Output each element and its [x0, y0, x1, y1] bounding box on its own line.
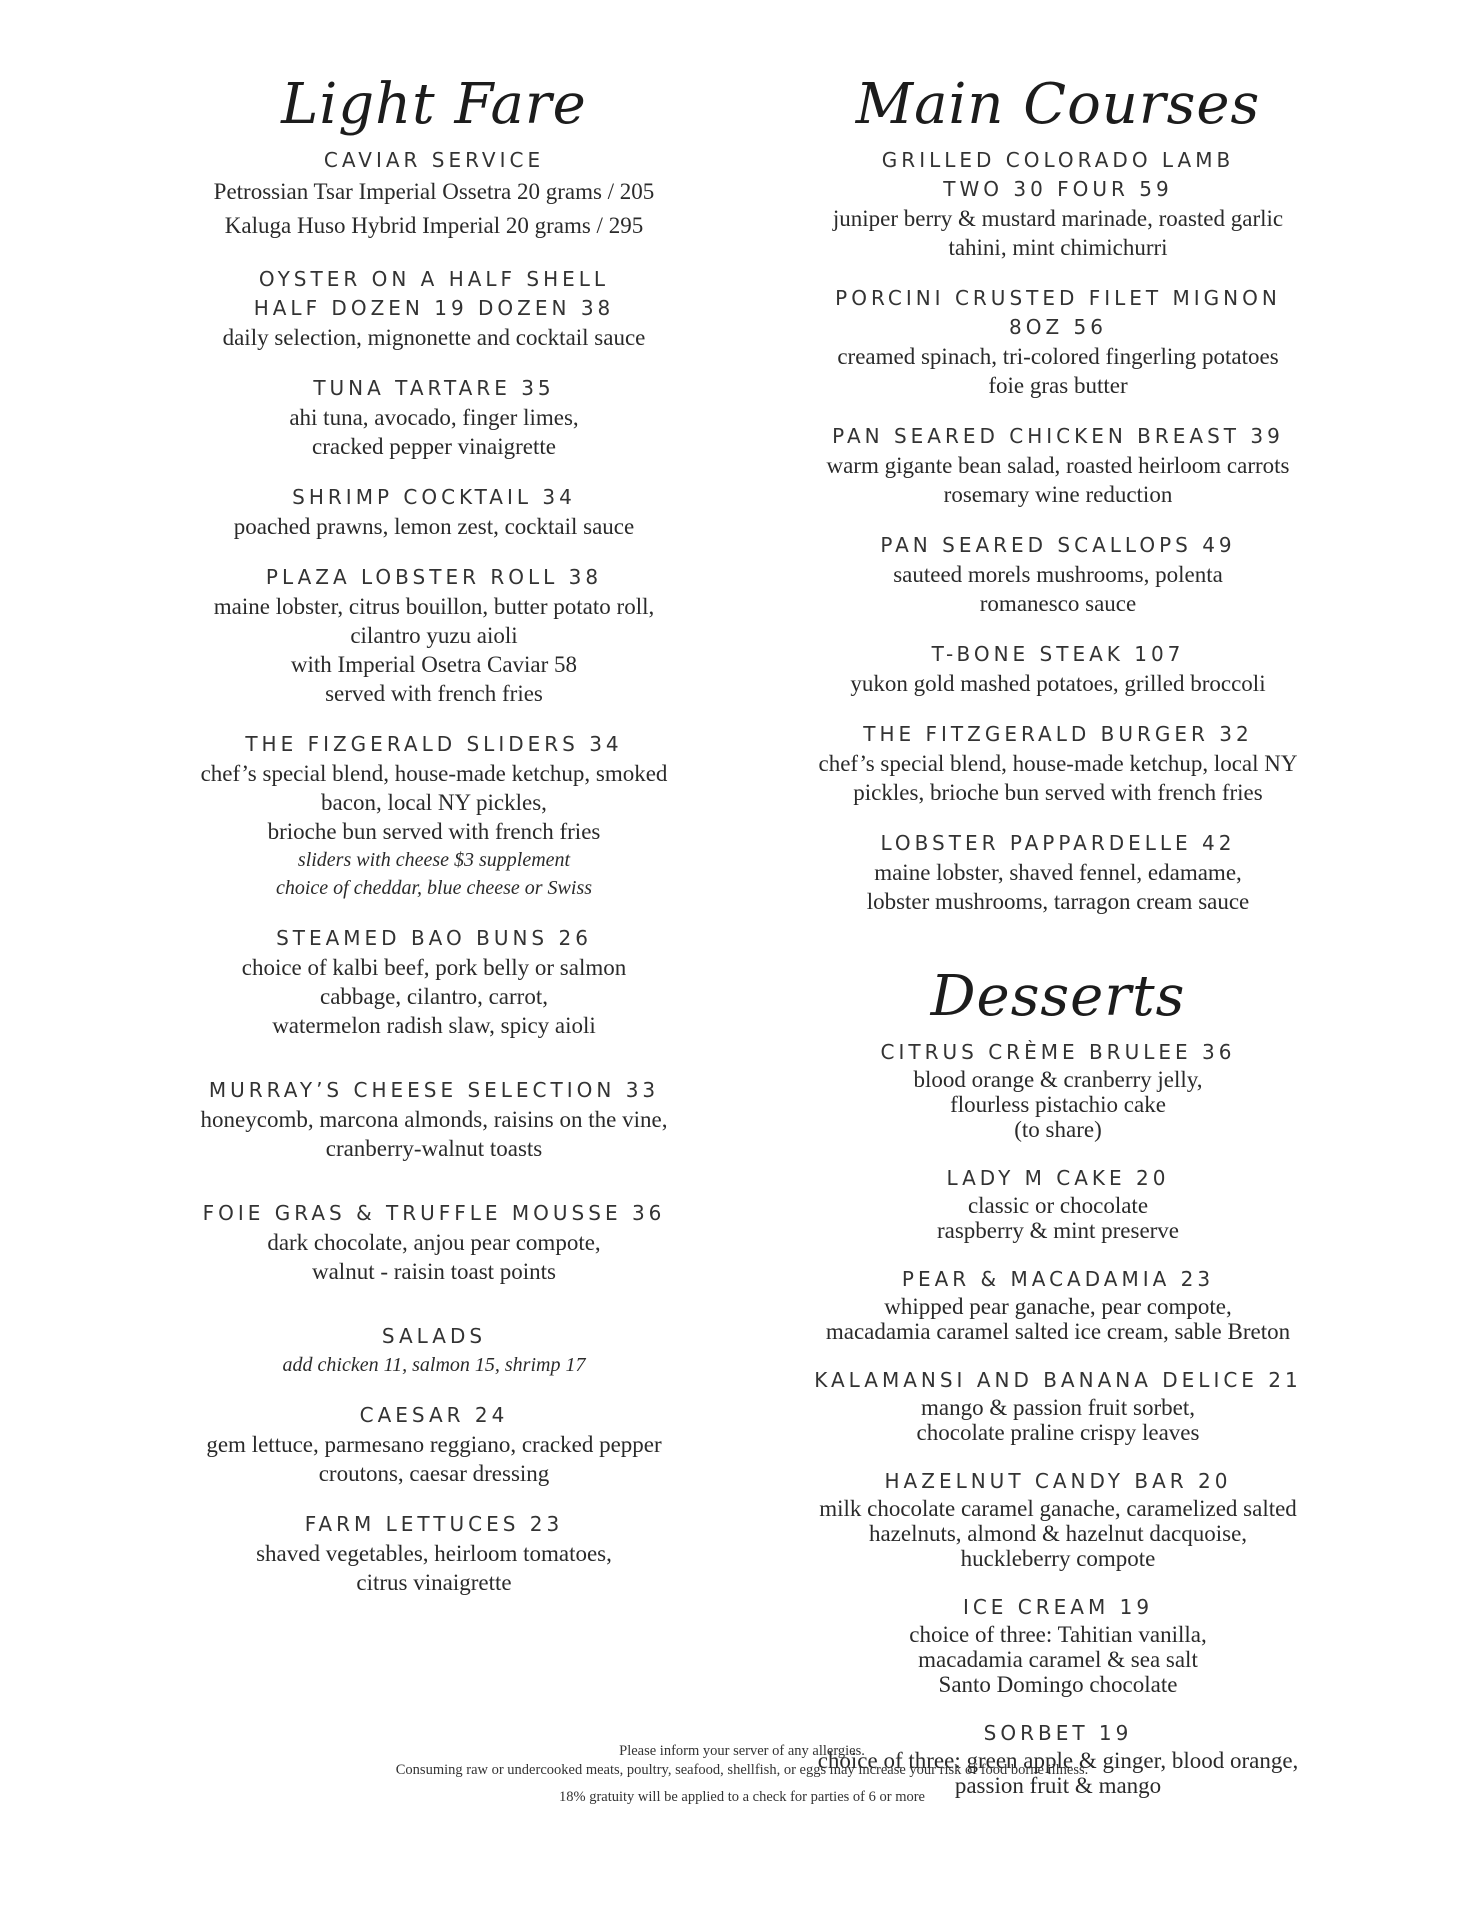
- menu-item: [778, 1366, 1338, 1445]
- item-name: PEAR & MACADAMIA 23: [901, 1267, 1215, 1291]
- item-desc: choice of three: Tahitian vanilla,: [909, 1622, 1207, 1647]
- menu-item: [778, 640, 1338, 698]
- item-desc: milk chocolate caramel ganache, caramelized salted: [819, 1496, 1297, 1521]
- item-desc: chocolate praline crispy leaves: [916, 1420, 1200, 1445]
- item-desc: maine lobster, shaved fennel, edamame,: [874, 860, 1242, 885]
- item-desc: dark chocolate, anjou pear compote,: [267, 1230, 601, 1255]
- item-desc: Petrossian Tsar Imperial Ossetra 20 grams / 205: [213, 179, 655, 204]
- item-desc: daily selection, mignonette and cocktail sauce: [222, 325, 646, 350]
- item-desc: served with french fries: [325, 681, 543, 706]
- item-desc: gem lettuce, parmesano reggiano, cracked pepper: [206, 1432, 662, 1457]
- menu-item: [148, 374, 720, 461]
- menu-item: [148, 1076, 720, 1163]
- item-desc: croutons, caesar dressing: [318, 1461, 550, 1486]
- item-desc: passion fruit & mango: [954, 1773, 1162, 1798]
- menu-item: [148, 563, 720, 708]
- item-desc: with Imperial Osetra Caviar 58: [290, 652, 578, 677]
- desserts-title: Desserts: [930, 964, 1186, 1029]
- item-desc: foie gras butter: [988, 373, 1128, 398]
- item-desc: pickles, brioche bun served with french fries: [853, 780, 1263, 805]
- item-desc: flourless pistachio cake: [950, 1092, 1166, 1117]
- item-desc: cracked pepper vinaigrette: [312, 434, 556, 459]
- item-price: HALF DOZEN 19 DOZEN 38: [253, 296, 615, 320]
- item-desc: brioche bun served with french fries: [267, 819, 601, 844]
- item-desc: hazelnuts, almond & hazelnut dacquoise,: [868, 1521, 1248, 1546]
- menu-item: [778, 829, 1338, 916]
- item-name: THE FIZGERALD SLIDERS 34: [245, 732, 623, 756]
- item-name: FOIE GRAS & TRUFFLE MOUSSE 36: [202, 1201, 666, 1225]
- allergy-note: Please inform your server of any allergies.: [619, 1743, 865, 1759]
- item-note: choice of cheddar, blue cheese or Swiss: [275, 877, 593, 899]
- menu-item: [778, 284, 1338, 400]
- item-name: PLAZA LOBSTER ROLL 38: [265, 565, 603, 589]
- item-name: PORCINI CRUSTED FILET MIGNON: [835, 286, 1281, 310]
- item-name: LOBSTER PAPPARDELLE 42: [880, 831, 1236, 855]
- item-name: GRILLED COLORADO LAMB: [881, 148, 1235, 172]
- item-name: STEAMED BAO BUNS 26: [276, 926, 592, 950]
- main-courses-title: Main Courses: [855, 72, 1261, 137]
- item-desc: rosemary wine reduction: [943, 482, 1173, 507]
- item-desc: cabbage, cilantro, carrot,: [320, 984, 548, 1009]
- light-fare-column: [148, 68, 720, 1619]
- item-desc: blood orange & cranberry jelly,: [913, 1067, 1203, 1092]
- item-desc: sauteed morels mushrooms, polenta: [893, 562, 1223, 587]
- menu-item: [148, 483, 720, 541]
- item-desc: whipped pear ganache, pear compote,: [884, 1294, 1232, 1319]
- item-name: T-BONE STEAK 107: [931, 642, 1185, 666]
- menu-item: [778, 531, 1338, 618]
- item-name: KALAMANSI AND BANANA DELICE 21: [814, 1368, 1302, 1392]
- item-name: SHRIMP COCKTAIL 34: [292, 485, 576, 509]
- item-desc: honeycomb, marcona almonds, raisins on the vine,: [200, 1107, 668, 1132]
- menu-item: [778, 1265, 1338, 1344]
- item-desc: romanesco sauce: [979, 591, 1137, 616]
- salads-note: add chicken 11, salmon 15, shrimp 17: [282, 1354, 586, 1376]
- menu-item: [778, 1593, 1338, 1697]
- item-desc: citrus vinaigrette: [356, 1570, 512, 1595]
- item-desc: choice of kalbi beef, pork belly or salmon: [241, 955, 627, 980]
- item-desc: lobster mushrooms, tarragon cream sauce: [866, 889, 1250, 914]
- item-price: TWO 30 FOUR 59: [943, 177, 1173, 201]
- item-desc: raspberry & mint preserve: [936, 1218, 1180, 1243]
- item-desc: cranberry-walnut toasts: [325, 1136, 543, 1161]
- item-desc: mango & passion fruit sorbet,: [920, 1395, 1196, 1420]
- item-name: ICE CREAM 19: [962, 1595, 1154, 1619]
- menu-item: [778, 1467, 1338, 1571]
- item-desc: shaved vegetables, heirloom tomatoes,: [256, 1541, 612, 1566]
- menu-item: [148, 730, 720, 902]
- item-name: CAESAR 24: [359, 1403, 509, 1427]
- item-desc: Santo Domingo chocolate: [938, 1672, 1178, 1697]
- salads-title: SALADS: [381, 1324, 487, 1348]
- menu-item: [148, 1199, 720, 1286]
- allergy-footer: [0, 1742, 1484, 1807]
- item-price: 8OZ 56: [1009, 315, 1107, 339]
- main-courses-column: [778, 68, 1338, 1820]
- item-desc: chef’s special blend, house-made ketchup, smoked: [200, 761, 668, 786]
- light-fare-title: Light Fare: [281, 72, 587, 137]
- item-desc: choice of three: green apple & ginger, blood orange,: [817, 1748, 1299, 1773]
- item-desc: Kaluga Huso Hybrid Imperial 20 grams / 295: [224, 213, 644, 238]
- menu-item: [778, 422, 1338, 509]
- item-name: PAN SEARED CHICKEN BREAST 39: [832, 424, 1284, 448]
- item-name: CITRUS CRÈME BRULEE 36: [880, 1040, 1236, 1064]
- item-name: SORBET 19: [983, 1721, 1133, 1745]
- item-desc: creamed spinach, tri-colored fingerling potatoes: [837, 344, 1279, 369]
- item-desc: walnut - raisin toast points: [311, 1259, 557, 1284]
- menu-item: [148, 924, 720, 1040]
- item-desc: ahi tuna, avocado, finger limes,: [289, 405, 579, 430]
- item-name: CAVIAR SERVICE: [323, 148, 545, 172]
- consumption-warning: Consuming raw or undercooked meats, poultry, seafood, shellfish, or eggs may increase your risk of food borne illness.: [395, 1762, 1089, 1778]
- item-desc: bacon, local NY pickles,: [321, 790, 547, 815]
- item-desc: classic or chocolate: [967, 1193, 1149, 1218]
- item-desc: maine lobster, citrus bouillon, butter potato roll,: [213, 594, 655, 619]
- salads-header: [148, 1322, 720, 1379]
- item-desc: watermelon radish slaw, spicy aioli: [272, 1013, 596, 1038]
- item-desc: yukon gold mashed potatoes, grilled broccoli: [850, 671, 1266, 696]
- item-desc: warm gigante bean salad, roasted heirloom carrots: [826, 453, 1290, 478]
- item-desc: juniper berry & mustard marinade, roasted garlic: [832, 206, 1284, 231]
- item-desc: huckleberry compote: [960, 1546, 1156, 1571]
- item-name: TUNA TARTARE 35: [313, 376, 555, 400]
- item-desc: tahini, mint chimichurri: [948, 235, 1168, 260]
- menu-item: [778, 1038, 1338, 1142]
- item-desc: poached prawns, lemon zest, cocktail sauce: [233, 514, 635, 539]
- item-note: sliders with cheese $3 supplement: [297, 849, 571, 871]
- menu-item: [148, 1401, 720, 1488]
- item-name: FARM LETTUCES 23: [304, 1512, 564, 1536]
- gratuity-note: 18% gratuity will be applied to a check for parties of 6 or more: [558, 1789, 925, 1805]
- item-desc: chef’s special blend, house-made ketchup, local NY: [818, 751, 1298, 776]
- menu-item: [778, 720, 1338, 807]
- item-name: PAN SEARED SCALLOPS 49: [880, 533, 1236, 557]
- menu-item: [778, 146, 1338, 262]
- item-desc: macadamia caramel salted ice cream, sable Breton: [825, 1319, 1291, 1344]
- menu-item: [778, 1164, 1338, 1243]
- item-desc: macadamia caramel & sea salt: [918, 1647, 1198, 1672]
- item-name: MURRAY’S CHEESE SELECTION 33: [208, 1078, 660, 1102]
- item-desc: cilantro yuzu aioli: [350, 623, 518, 648]
- item-name: THE FITZGERALD BURGER 32: [863, 722, 1253, 746]
- item-name: OYSTER ON A HALF SHELL: [258, 267, 610, 291]
- section-spacer: [778, 938, 1338, 960]
- menu-item: [148, 265, 720, 352]
- menu-item: [148, 146, 720, 243]
- item-desc: (to share): [1014, 1117, 1102, 1142]
- item-name: LADY M CAKE 20: [946, 1166, 1170, 1190]
- menu-item: [148, 1510, 720, 1597]
- item-name: HAZELNUT CANDY BAR 20: [884, 1469, 1232, 1493]
